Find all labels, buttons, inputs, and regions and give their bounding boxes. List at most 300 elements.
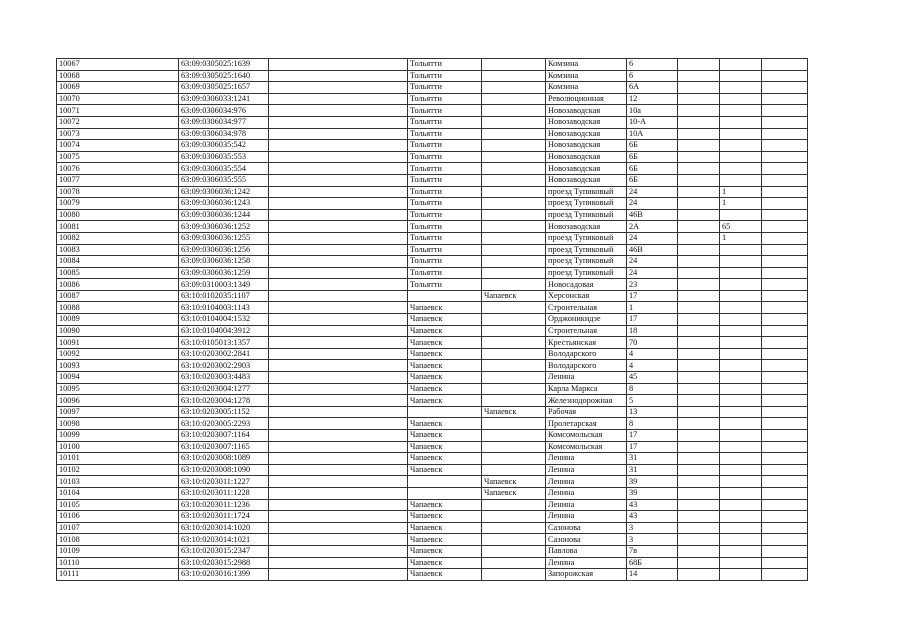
table-row xyxy=(57,163,808,175)
cell-street: Комзина xyxy=(546,59,627,71)
cell-row-number: 10086 xyxy=(57,279,179,291)
cell-street: Херсонская xyxy=(546,290,627,302)
cell-house: 6 xyxy=(627,70,678,82)
cell-blank xyxy=(269,70,408,82)
cell-city xyxy=(408,406,482,418)
cell-street: Ленина xyxy=(546,372,627,384)
cell-city: Чапаевск xyxy=(408,464,482,476)
cell-row-number: 10067 xyxy=(57,59,179,71)
cell-apartment xyxy=(720,441,762,453)
cell-city xyxy=(408,290,482,302)
cell-row-number: 10069 xyxy=(57,82,179,94)
cell-city: Чапаевск xyxy=(408,453,482,465)
cell-apartment xyxy=(720,464,762,476)
cell-settlement xyxy=(482,453,546,465)
cell-apartment xyxy=(720,70,762,82)
cell-extra xyxy=(762,348,808,360)
cell-street: Ленина xyxy=(546,476,627,488)
cell-blank xyxy=(269,267,408,279)
cell-settlement: Чапаевск xyxy=(482,476,546,488)
cell-blank xyxy=(269,128,408,140)
cell-row-number: 10108 xyxy=(57,534,179,546)
cell-row-number: 10091 xyxy=(57,337,179,349)
cell-settlement xyxy=(482,441,546,453)
cell-apartment xyxy=(720,511,762,523)
cell-city: Чапаевск xyxy=(408,302,482,314)
table-row xyxy=(57,499,808,511)
cell-city: Тольятти xyxy=(408,163,482,175)
cell-building xyxy=(678,290,720,302)
cell-apartment xyxy=(720,128,762,140)
cell-house: 2А xyxy=(627,221,678,233)
cell-settlement xyxy=(482,267,546,279)
cell-house: 17 xyxy=(627,314,678,326)
cell-city: Чапаевск xyxy=(408,545,482,557)
cell-settlement xyxy=(482,279,546,291)
cell-cadastral-number: 63:10:0203016:1399 xyxy=(179,569,269,581)
cell-house: 10А xyxy=(627,128,678,140)
cell-house: 10а xyxy=(627,105,678,117)
cell-cadastral-number: 63:09:0305025:1639 xyxy=(179,59,269,71)
cell-building xyxy=(678,476,720,488)
cell-apartment xyxy=(720,209,762,221)
cell-settlement xyxy=(482,244,546,256)
cell-extra xyxy=(762,151,808,163)
cell-building xyxy=(678,499,720,511)
cell-apartment xyxy=(720,534,762,546)
cell-settlement xyxy=(482,105,546,117)
cell-settlement xyxy=(482,499,546,511)
cell-settlement xyxy=(482,372,546,384)
cell-cadastral-number: 63:09:0305025:1640 xyxy=(179,70,269,82)
cell-settlement xyxy=(482,82,546,94)
cell-settlement xyxy=(482,70,546,82)
cell-extra xyxy=(762,198,808,210)
cell-house: 43 xyxy=(627,511,678,523)
cell-settlement: Чапаевск xyxy=(482,487,546,499)
cell-blank xyxy=(269,232,408,244)
cell-blank xyxy=(269,360,408,372)
cell-house: 5 xyxy=(627,395,678,407)
cell-extra xyxy=(762,244,808,256)
cell-street: Комсомольская xyxy=(546,441,627,453)
cell-row-number: 10105 xyxy=(57,499,179,511)
cell-settlement xyxy=(482,522,546,534)
cell-blank xyxy=(269,522,408,534)
cell-apartment: 1 xyxy=(720,198,762,210)
cell-building xyxy=(678,198,720,210)
cell-cadastral-number: 63:10:0203005:1152 xyxy=(179,406,269,418)
cell-extra xyxy=(762,511,808,523)
cell-house: 70 xyxy=(627,337,678,349)
cell-row-number: 10109 xyxy=(57,545,179,557)
cell-street: Новозаводская xyxy=(546,128,627,140)
cell-extra xyxy=(762,140,808,152)
cell-cadastral-number: 63:10:0203005:2293 xyxy=(179,418,269,430)
cell-settlement xyxy=(482,360,546,372)
cell-cadastral-number: 63:09:0306036:1255 xyxy=(179,232,269,244)
cell-street: Комзина xyxy=(546,82,627,94)
cell-blank xyxy=(269,186,408,198)
cell-house: 3 xyxy=(627,534,678,546)
cell-settlement: Чапаевск xyxy=(482,290,546,302)
cell-city: Чапаевск xyxy=(408,569,482,581)
cell-apartment xyxy=(720,453,762,465)
cell-extra xyxy=(762,221,808,233)
table-row xyxy=(57,406,808,418)
cell-building xyxy=(678,116,720,128)
cell-house: 12 xyxy=(627,93,678,105)
cell-cadastral-number: 63:10:0203015:2988 xyxy=(179,557,269,569)
cell-city: Чапаевск xyxy=(408,499,482,511)
cell-city: Чапаевск xyxy=(408,534,482,546)
cell-extra xyxy=(762,430,808,442)
cell-row-number: 10094 xyxy=(57,372,179,384)
cell-house: 24 xyxy=(627,186,678,198)
cell-house: 8 xyxy=(627,383,678,395)
table-row xyxy=(57,314,808,326)
cell-row-number: 10077 xyxy=(57,174,179,186)
cell-city xyxy=(408,487,482,499)
cell-building xyxy=(678,464,720,476)
table-row xyxy=(57,256,808,268)
cell-house: 17 xyxy=(627,430,678,442)
cell-street: Новозаводская xyxy=(546,105,627,117)
cell-street: проезд Тупиковый xyxy=(546,244,627,256)
cell-extra xyxy=(762,418,808,430)
cell-extra xyxy=(762,499,808,511)
cell-apartment xyxy=(720,522,762,534)
cell-settlement xyxy=(482,186,546,198)
table-row xyxy=(57,337,808,349)
cell-settlement xyxy=(482,383,546,395)
cell-building xyxy=(678,522,720,534)
cell-building xyxy=(678,186,720,198)
table-row xyxy=(57,464,808,476)
cell-building xyxy=(678,314,720,326)
cell-row-number: 10075 xyxy=(57,151,179,163)
cell-house: 18 xyxy=(627,325,678,337)
cell-settlement xyxy=(482,534,546,546)
cell-cadastral-number: 63:10:0203011:1724 xyxy=(179,511,269,523)
cell-city: Чапаевск xyxy=(408,511,482,523)
cell-extra xyxy=(762,174,808,186)
cell-settlement xyxy=(482,348,546,360)
cell-blank xyxy=(269,325,408,337)
cell-street: проезд Тупиковый xyxy=(546,256,627,268)
cell-row-number: 10096 xyxy=(57,395,179,407)
cell-cadastral-number: 63:09:0306036:1242 xyxy=(179,186,269,198)
cell-building xyxy=(678,70,720,82)
cell-street: Ленина xyxy=(546,557,627,569)
cell-building xyxy=(678,406,720,418)
table-row xyxy=(57,290,808,302)
cell-cadastral-number: 63:09:0306035:555 xyxy=(179,174,269,186)
cell-building xyxy=(678,534,720,546)
cell-street: Ленина xyxy=(546,499,627,511)
table-row xyxy=(57,360,808,372)
cell-city: Чапаевск xyxy=(408,383,482,395)
cell-blank xyxy=(269,244,408,256)
cell-blank xyxy=(269,256,408,268)
cell-cadastral-number: 63:10:0105013:1357 xyxy=(179,337,269,349)
cell-blank xyxy=(269,290,408,302)
table-row xyxy=(57,569,808,581)
cell-cadastral-number: 63:10:0203007:1164 xyxy=(179,430,269,442)
table-row xyxy=(57,186,808,198)
table-row xyxy=(57,59,808,71)
cell-apartment xyxy=(720,569,762,581)
cell-apartment xyxy=(720,59,762,71)
cell-blank xyxy=(269,314,408,326)
cell-city: Тольятти xyxy=(408,232,482,244)
cell-apartment xyxy=(720,557,762,569)
cell-building xyxy=(678,174,720,186)
cell-cadastral-number: 63:09:0306036:1252 xyxy=(179,221,269,233)
cell-building xyxy=(678,93,720,105)
cell-blank xyxy=(269,557,408,569)
cell-street: проезд Тупиковый xyxy=(546,186,627,198)
cell-cadastral-number: 63:10:0203008:1089 xyxy=(179,453,269,465)
cell-row-number: 10087 xyxy=(57,290,179,302)
cell-apartment xyxy=(720,406,762,418)
cell-cadastral-number: 63:10:0203002:2903 xyxy=(179,360,269,372)
cell-blank xyxy=(269,198,408,210)
cell-street: проезд Тупиковый xyxy=(546,198,627,210)
cell-blank xyxy=(269,140,408,152)
cell-house: 68Б xyxy=(627,557,678,569)
cell-extra xyxy=(762,464,808,476)
table-row xyxy=(57,70,808,82)
cell-street: Комсомольская xyxy=(546,430,627,442)
cell-house: 14 xyxy=(627,569,678,581)
cell-extra xyxy=(762,163,808,175)
cell-row-number: 10079 xyxy=(57,198,179,210)
cell-row-number: 10084 xyxy=(57,256,179,268)
cell-row-number: 10072 xyxy=(57,116,179,128)
cell-cadastral-number: 63:09:0306035:554 xyxy=(179,163,269,175)
cell-extra xyxy=(762,406,808,418)
cell-street: Ленина xyxy=(546,511,627,523)
cell-cadastral-number: 63:10:0203008:1090 xyxy=(179,464,269,476)
cell-apartment xyxy=(720,302,762,314)
table-row xyxy=(57,198,808,210)
cell-apartment xyxy=(720,279,762,291)
cell-city xyxy=(408,476,482,488)
table-row xyxy=(57,244,808,256)
cell-apartment xyxy=(720,105,762,117)
cell-apartment xyxy=(720,348,762,360)
table-row xyxy=(57,209,808,221)
cell-street: Новозаводская xyxy=(546,163,627,175)
cell-house: 46В xyxy=(627,244,678,256)
cell-house: 43 xyxy=(627,499,678,511)
cell-city: Тольятти xyxy=(408,186,482,198)
cell-street: Новозаводская xyxy=(546,221,627,233)
cell-street: Строительная xyxy=(546,302,627,314)
cell-house: 8 xyxy=(627,418,678,430)
registry-table xyxy=(56,58,808,581)
table-row xyxy=(57,151,808,163)
cell-apartment xyxy=(720,267,762,279)
cell-cadastral-number: 63:09:0310003:1349 xyxy=(179,279,269,291)
cell-row-number: 10104 xyxy=(57,487,179,499)
cell-city: Чапаевск xyxy=(408,430,482,442)
cell-extra xyxy=(762,395,808,407)
cell-settlement xyxy=(482,569,546,581)
cell-blank xyxy=(269,487,408,499)
cell-extra xyxy=(762,267,808,279)
cell-building xyxy=(678,569,720,581)
cell-cadastral-number: 63:09:0305025:1657 xyxy=(179,82,269,94)
cell-blank xyxy=(269,406,408,418)
cell-row-number: 10085 xyxy=(57,267,179,279)
cell-building xyxy=(678,221,720,233)
cell-extra xyxy=(762,82,808,94)
cell-building xyxy=(678,337,720,349)
cell-street: Новозаводская xyxy=(546,174,627,186)
cell-cadastral-number: 63:09:0306034:976 xyxy=(179,105,269,117)
cell-extra xyxy=(762,545,808,557)
cell-cadastral-number: 63:09:0306033:1241 xyxy=(179,93,269,105)
table-row xyxy=(57,430,808,442)
table-row xyxy=(57,279,808,291)
cell-house: 13 xyxy=(627,406,678,418)
cell-cadastral-number: 63:10:0203004:1277 xyxy=(179,383,269,395)
cell-street: проезд Тупиковый xyxy=(546,209,627,221)
cell-house: 45 xyxy=(627,372,678,384)
cell-settlement xyxy=(482,209,546,221)
table-row xyxy=(57,267,808,279)
cell-building xyxy=(678,232,720,244)
cell-house: 3 xyxy=(627,522,678,534)
cell-street: проезд Тупиковый xyxy=(546,232,627,244)
cell-settlement: Чапаевск xyxy=(482,406,546,418)
cell-house: 46В xyxy=(627,209,678,221)
cell-row-number: 10082 xyxy=(57,232,179,244)
cell-row-number: 10110 xyxy=(57,557,179,569)
cell-settlement xyxy=(482,174,546,186)
cell-house: 4 xyxy=(627,360,678,372)
cell-blank xyxy=(269,545,408,557)
cell-blank xyxy=(269,302,408,314)
cell-extra xyxy=(762,557,808,569)
cell-cadastral-number: 63:10:0203007:1165 xyxy=(179,441,269,453)
cell-settlement xyxy=(482,232,546,244)
cell-row-number: 10092 xyxy=(57,348,179,360)
cell-city: Тольятти xyxy=(408,209,482,221)
cell-house: 6Б xyxy=(627,174,678,186)
cell-extra xyxy=(762,569,808,581)
cell-row-number: 10073 xyxy=(57,128,179,140)
cell-row-number: 10106 xyxy=(57,511,179,523)
cell-street: Володарского xyxy=(546,348,627,360)
table-row xyxy=(57,116,808,128)
cell-building xyxy=(678,453,720,465)
cell-cadastral-number: 63:10:0203003:4483 xyxy=(179,372,269,384)
cell-cadastral-number: 63:10:0203004:1278 xyxy=(179,395,269,407)
cell-city: Тольятти xyxy=(408,267,482,279)
cell-blank xyxy=(269,499,408,511)
cell-building xyxy=(678,302,720,314)
cell-city: Тольятти xyxy=(408,279,482,291)
cell-street: Крестьянская xyxy=(546,337,627,349)
cell-city: Тольятти xyxy=(408,256,482,268)
table-row xyxy=(57,105,808,117)
cell-street: Комзина xyxy=(546,70,627,82)
cell-extra xyxy=(762,302,808,314)
table-row xyxy=(57,418,808,430)
cell-building xyxy=(678,511,720,523)
cell-city: Тольятти xyxy=(408,198,482,210)
cell-apartment xyxy=(720,244,762,256)
cell-house: 4 xyxy=(627,348,678,360)
cell-street: Рабочая xyxy=(546,406,627,418)
table-row xyxy=(57,128,808,140)
cell-row-number: 10111 xyxy=(57,569,179,581)
cell-street: Павлова xyxy=(546,545,627,557)
cell-cadastral-number: 63:10:0203014:1021 xyxy=(179,534,269,546)
cell-street: Новосадовая xyxy=(546,279,627,291)
cell-apartment xyxy=(720,487,762,499)
cell-building xyxy=(678,279,720,291)
cell-blank xyxy=(269,569,408,581)
cell-cadastral-number: 63:09:0306034:977 xyxy=(179,116,269,128)
cell-blank xyxy=(269,534,408,546)
cell-cadastral-number: 63:09:0306035:553 xyxy=(179,151,269,163)
cell-city: Чапаевск xyxy=(408,372,482,384)
cell-settlement xyxy=(482,116,546,128)
cell-house: 24 xyxy=(627,198,678,210)
cell-street: Революционная xyxy=(546,93,627,105)
cell-city: Чапаевск xyxy=(408,441,482,453)
cell-street: Новозаводская xyxy=(546,140,627,152)
cell-apartment xyxy=(720,116,762,128)
cell-building xyxy=(678,487,720,499)
cell-extra xyxy=(762,453,808,465)
cell-extra xyxy=(762,128,808,140)
table-row xyxy=(57,174,808,186)
cell-extra xyxy=(762,279,808,291)
cell-blank xyxy=(269,105,408,117)
cell-building xyxy=(678,383,720,395)
table-row xyxy=(57,534,808,546)
cell-extra xyxy=(762,290,808,302)
cell-apartment xyxy=(720,430,762,442)
cell-city: Чапаевск xyxy=(408,337,482,349)
cell-house: 6А xyxy=(627,82,678,94)
cell-settlement xyxy=(482,325,546,337)
cell-settlement xyxy=(482,163,546,175)
cell-row-number: 10107 xyxy=(57,522,179,534)
cell-house: 24 xyxy=(627,267,678,279)
cell-building xyxy=(678,82,720,94)
cell-house: 23 xyxy=(627,279,678,291)
cell-street: Запорожская xyxy=(546,569,627,581)
cell-settlement xyxy=(482,430,546,442)
cell-city: Тольятти xyxy=(408,70,482,82)
cell-city: Тольятти xyxy=(408,140,482,152)
cell-cadastral-number: 63:10:0203015:2347 xyxy=(179,545,269,557)
cell-settlement xyxy=(482,256,546,268)
cell-blank xyxy=(269,59,408,71)
cell-cadastral-number: 63:09:0306036:1243 xyxy=(179,198,269,210)
cell-apartment xyxy=(720,82,762,94)
cell-extra xyxy=(762,256,808,268)
cell-row-number: 10097 xyxy=(57,406,179,418)
table-row xyxy=(57,140,808,152)
cell-apartment: 65 xyxy=(720,221,762,233)
